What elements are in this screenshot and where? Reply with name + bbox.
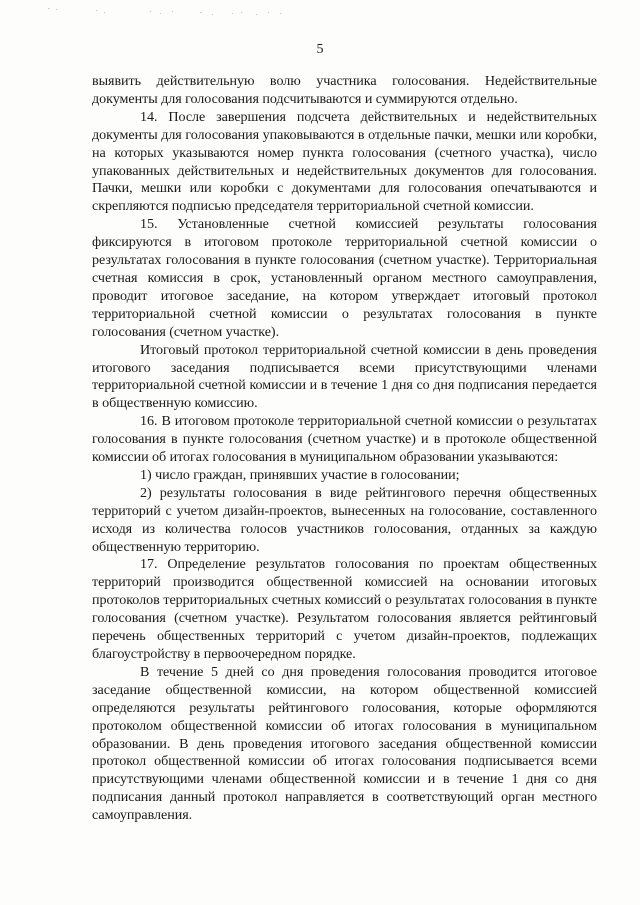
paragraph-17-final-meeting: В течение 5 дней со дня проведения голосования проводится итоговое заседание общественной комиссии, на котором общественной комиссией определяются результаты рейтингового голосования, которые оформляются протоколом общественной комиссии об итогах голосования в муниципальном образовании. В день проведения итогового заседания общественной комиссии протокол общественной комиссии об итогах голосования подписывается всеми присутствующими членами общественной комиссии и в течение 1 дня со дня подписания данный протокол направляется в соответствующий орган местного самоуправления. (92, 663, 597, 824)
paragraph-17: 17. Определение результатов голосования по проектам общественных территорий производится общественной комиссией на основании итоговых протоколов территориальных счетных комиссий о результатах голосования в пункте голосования (счетном участке). Результатом голосования является рейтинговый перечень общественных территорий с учетом дизайн-проектов, подлежащих благоустройству в первоочередном порядке. (92, 556, 597, 662)
list-item-1: 1) число граждан, принявших участие в голосовании; (140, 466, 460, 483)
scan-noise-marks (0, 0, 640, 40)
paragraph-15-protocol: Итоговый протокол территориальной счетной комиссии в день проведения итогового заседания подписывается всеми присутствующими членами территориальной счетной комиссии и в течение 1 дня со дня подписания передается в общественную комиссию. (92, 341, 597, 412)
list-item-2: 2) результаты голосования в виде рейтингового перечня общественных территорий с учетом дизайн-проектов, вынесенных на голосование, составленного исходя из количества голосов участников голосования, отданных за каждую общественную территорию. (92, 484, 597, 555)
paragraph-16: 16. В итоговом протоколе территориальной счетной комиссии о результатах голосования в пункте голосования (счетном участке) и в протоколе общественной комиссии об итогах голосования в муниципальном образовании указываются: (92, 413, 597, 466)
paragraph-14: 14. После завершения подсчета действительных и недействительных документы для голосования упаковываются в отдельные пачки, мешки или коробки, на которых указываются номер пункта голосования (счетного участка), число упакованных действительных и недействительных документов для голосования. Пачки, мешки или коробки с документами для голосования опечатываются и скрепляются подписью председателя территориальной счетной комиссии. (92, 108, 597, 215)
page-number: 5 (316, 42, 324, 57)
document-body (92, 73, 597, 825)
paragraph-15: 15. Установленные счетной комиссией результаты голосования фиксируются в итоговом протоколе территориальной счетной комиссии о результатах голосования в пункте голосования (счетном участке). Территориальная счетная комиссия в срок, установленный органом местного самоуправления, проводит итоговое заседание, на котором утверждает итоговый протокол территориальной счетной комиссии о результатах голосования в пункте голосования (счетном участке). (92, 216, 597, 340)
paragraph-continuation: выявить действительную волю участника голосования. Недействительные документы для голосования подсчитываются и суммируются отдельно. (92, 73, 597, 107)
